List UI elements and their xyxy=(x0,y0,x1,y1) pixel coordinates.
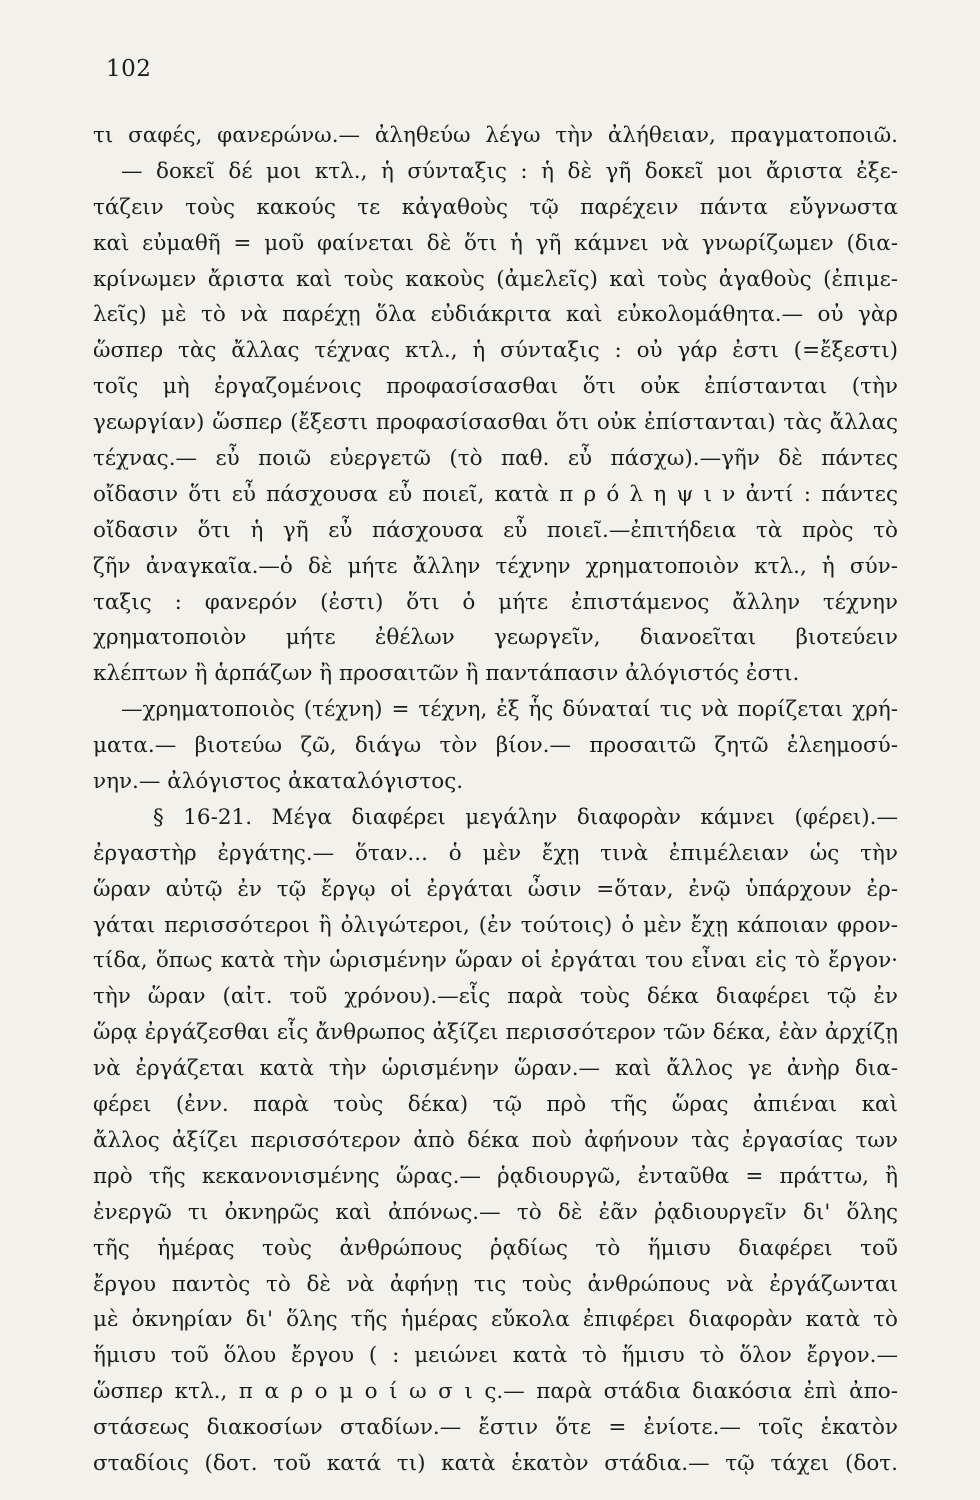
text-line: τέχνας.— εὖ ποιῶ εὐεργετῶ (τὸ παθ. εὖ πάσχω).—γῆν δὲ πάντες xyxy=(93,446,898,472)
text-line: γάται περισσότεροι ἢ ὀλιγώτεροι, (ἐν τούτοις) ὁ μὲν ἔχῃ κάποιαν φρον- xyxy=(93,912,898,938)
text-line: τὴν ὥραν (αἰτ. τοῦ χρόνου).—εἷς παρὰ τοὺς δέκα διαφέρει τῷ ἐν xyxy=(93,984,898,1010)
text-line: κλέπτων ἢ ἁρπάζων ἢ προσαιτῶν ἢ παντάπασιν ἀλόγιστός ἐστι. xyxy=(93,661,800,687)
text-line: νην.— ἀλόγιστος ἀκαταλόγιστος. xyxy=(93,769,464,795)
text-line: ἥμισυ τοῦ ὅλου ἔργου ( : μειώνει κατὰ τὸ ἥμισυ τὸ ὅλον ἔργον.— xyxy=(93,1343,898,1369)
text-line: φέρει (ἐνν. παρὰ τοὺς δέκα) τῷ πρὸ τῆς ὥρας ἀπιέναι καὶ xyxy=(93,1092,898,1118)
text-line: λεῖς) μὲ τὸ νὰ παρέχῃ ὅλα εὐδιάκριτα καὶ εὐκολομάθητα.— οὐ γὰρ xyxy=(93,302,898,328)
text-line: ἐργαστὴρ ἐργάτης.— ὅταν... ὁ μὲν ἔχῃ τινὰ ἐπιμέλειαν ὡς τὴν xyxy=(93,840,898,866)
text-line: —χρηματοποιὸς (τέχνη) = τέχνη, ἐξ ἧς δύναταί τις νὰ πορίζεται χρή- xyxy=(121,697,898,723)
text-line: πρὸ τῆς κεκανονισμένης ὥρας.— ῥᾳδιουργῶ, ἐνταῦθα = πράττω, ἢ xyxy=(93,1163,898,1189)
text-line: τάζειν τοὺς κακούς τε κἀγαθοὺς τῷ παρέχειν πάντα εὔγνωστα xyxy=(93,194,898,220)
section-heading-line: § 16-21. Μέγα διαφέρει μεγάλην διαφορὰν κάμνει (φέρει).— xyxy=(153,804,898,830)
text-line: ταξις : φανερόν (ἐστι) ὅτι ὁ μήτε ἐπιστάμενος ἄλλην τέχνην xyxy=(93,589,898,615)
text-line: γεωργίαν) ὥσπερ (ἔξεστι προφασίσασθαι ὅτι οὐκ ἐπίστανται) τὰς ἄλλας xyxy=(93,410,898,436)
text-line: στάσεως διακοσίων σταδίων.— ἔστιν ὅτε = ἐνίοτε.— τοῖς ἑκατὸν xyxy=(93,1415,898,1441)
text-line: τίδα, ὅπως κατὰ τὴν ὡρισμένην ὥραν οἱ ἐργάται του εἶναι εἰς τὸ ἔργον· xyxy=(93,948,898,974)
text-line: τῆς ἡμέρας τοὺς ἀνθρώπους ῥᾳδίως τὸ ἥμισυ διαφέρει τοῦ xyxy=(93,1235,898,1261)
text-line: καὶ εὐμαθῆ = μοῦ φαίνεται δὲ ὅτι ἡ γῆ κάμνει νὰ γνωρίζωμεν (δια- xyxy=(93,230,898,256)
text-line: ἔργου παντὸς τὸ δὲ νὰ ἀφήνῃ τις τοὺς ἀνθρώπους νὰ ἐργάζωνται xyxy=(93,1271,898,1297)
text-line: οἴδασιν ὅτι εὖ πάσχουσα εὖ ποιεῖ, κατὰ π ρ ό λ η ψ ι ν ἀντί : πάντες xyxy=(93,481,898,507)
text-line: τι σαφές, φανερώνω.— ἀληθεύω λέγω τὴν ἀλήθειαν, πραγματοποιῶ. xyxy=(93,123,898,148)
text-line: τοῖς μὴ ἐργαζομένοις προφασίσασθαι ὅτι οὐκ ἐπίστανται (τὴν xyxy=(93,374,898,400)
text-line: ἐνεργῶ τι ὀκνηρῶς καὶ ἀπόνως.— τὸ δὲ ἐᾶν ῥᾳδιουργεῖν δι' ὅλης xyxy=(93,1199,898,1225)
text-line: ὥσπερ τὰς ἄλλας τέχνας κτλ., ἡ σύνταξις : οὐ γάρ ἐστι (=ἔξεστι) xyxy=(93,338,898,364)
commentary-text xyxy=(93,118,898,1482)
text-line: ματα.— βιοτεύω ζῶ, διάγω τὸν βίον.— προσαιτῶ ζητῶ ἐλεημοσύ- xyxy=(93,733,898,759)
text-line: ἄλλος ἀξίζει περισσότερον ἀπὸ δέκα ποὺ ἀφήνουν τὰς ἐργασίας των xyxy=(93,1127,898,1153)
page-number: 102 xyxy=(106,56,152,82)
text-line: χρηματοποιὸν μήτε ἐθέλων γεωργεῖν, διανοεῖται βιοτεύειν xyxy=(93,625,898,651)
text-line: ὥρᾳ ἐργάζεσθαι εἷς ἄνθρωπος ἀξίζει περισσότερον τῶν δέκα, ἐὰν ἀρχίζῃ xyxy=(93,1020,898,1046)
text-line: ὥραν αὐτῷ ἐν τῷ ἔργῳ οἱ ἐργάται ὦσιν =ὅταν, ἐνῷ ὑπάρχουν ἐρ- xyxy=(93,876,898,902)
text-line: — δοκεῖ δέ μοι κτλ., ἡ σύνταξις : ἡ δὲ γῆ δοκεῖ μοι ἄριστα ἐξε- xyxy=(121,158,898,184)
text-line: κρίνωμεν ἄριστα καὶ τοὺς κακοὺς (ἀμελεῖς) καὶ τοὺς ἀγαθοὺς (ἐπιμε- xyxy=(93,266,898,292)
text-line: οἴδασιν ὅτι ἡ γῆ εὖ πάσχουσα εὖ ποιεῖ.—ἐπιτήδεια τὰ πρὸς τὸ xyxy=(93,517,898,543)
text-line: ὥσπερ κτλ., π α ρ ο μ ο ί ω σ ι ς.— παρὰ στάδια διακόσια ἐπὶ ἀπο- xyxy=(93,1379,898,1405)
text-line: νὰ ἐργάζεται κατὰ τὴν ὡρισμένην ὥραν.— καὶ ἄλλος γε ἀνὴρ δια- xyxy=(93,1056,898,1082)
text-line: σταδίοις (δοτ. τοῦ κατά τι) κατὰ ἑκατὸν στάδια.— τῷ τάχει (δοτ. xyxy=(93,1450,898,1476)
text-line: μὲ ὀκνηρίαν δι' ὅλης τῆς ἡμέρας εὔκολα ἐπιφέρει διαφορὰν κατὰ τὸ xyxy=(93,1307,898,1333)
text-line: ζῆν ἀναγκαῖα.—ὁ δὲ μήτε ἄλλην τέχνην χρηματοποιὸν κτλ., ἡ σύν- xyxy=(93,553,898,579)
